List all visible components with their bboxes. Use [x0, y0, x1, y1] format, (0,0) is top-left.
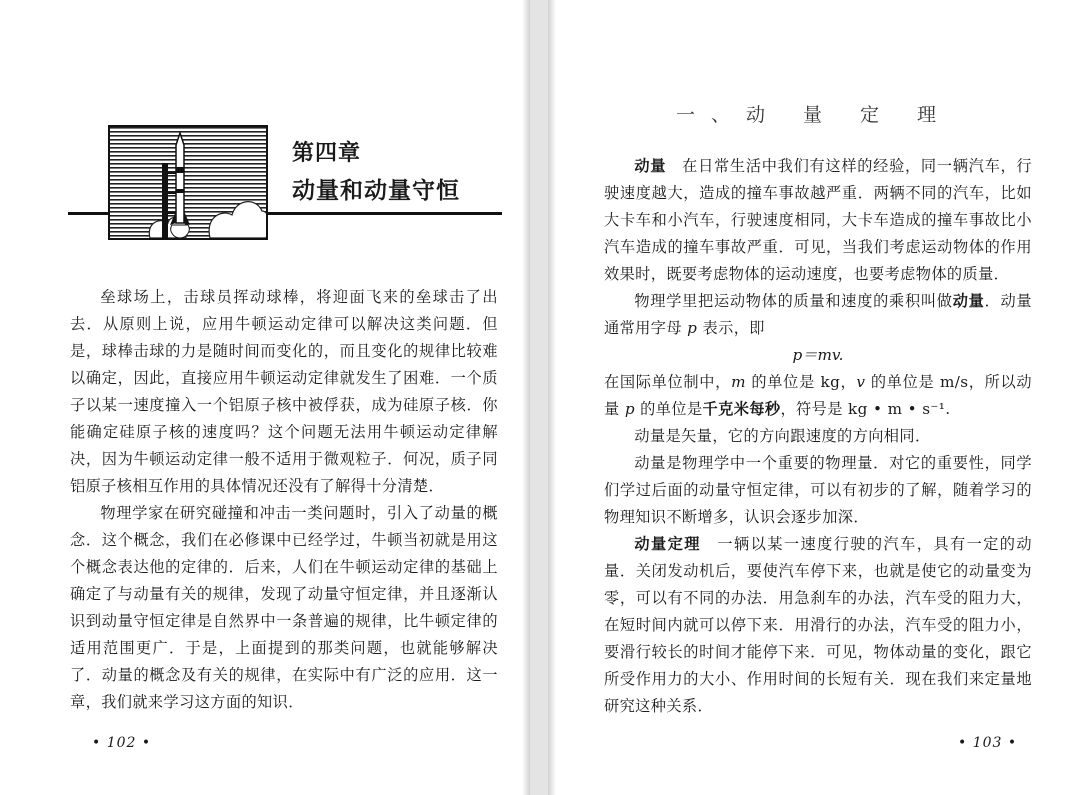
gutter-shadow-left	[522, 0, 530, 795]
paragraph-units: 在国际单位制中，m 的单位是 kg，v 的单位是 m/s，所以动量 p 的单位是千克米每秒，符号是 kg • m • s⁻¹.	[604, 373, 1033, 418]
chapter-illustration	[108, 125, 268, 240]
paragraph: 垒球场上，击球员挥动球棒，将迎面飞来的垒球击了出去．从原则上说，应用牛顿运动定律可以解决这类问题．但是，球棒击球的力是随时间而变化的，而且变化的规律比较难以确定，因此，直接应用牛顿运动定律就发生了困难．一个质子以某一速度撞入一个铝原子核中被俘获，成为硅原子核．你能确定硅原子核的速度吗？这个问题无法用牛顿运动定律解决，因为牛顿运动定律一般不适用于微观粒子．何况，质子同铝原子核相互作用的具体情况还没有了解得十分清楚．	[70, 288, 498, 495]
chapter-title: 动量和动量守恒	[292, 178, 460, 204]
term-momentum: 动量	[634, 157, 667, 175]
paragraph-theorem: 动量定理 一辆以某一速度行驶的汽车，具有一定的动量．关闭发动机后，要使汽车停下来，也就是使它的动量变为零，可以有不同的办法．用急刹车的办法，汽车受的阻力大，在短时间内就可以停下来．用滑行的办法，汽车受的阻力小，要滑行较长的时间才能停下来．可见，物体动量的变化，跟它所受作用力的大小、作用时间的长短有关．现在我们来定量地研究这种关系．	[604, 535, 1032, 715]
right-page-body	[604, 153, 1032, 720]
section-title: 一、动 量 定 理	[675, 104, 953, 126]
page-number-left: • 102 •	[92, 735, 152, 751]
paragraph-definition: 物理学里把运动物体的质量和速度的乘积叫做动量．动量通常用字母 p 表示，即	[604, 292, 1032, 337]
paragraph-importance: 动量是物理学中一个重要的物理量．对它的重要性，同学们学过后面的动量守恒定律，可以有初步的了解，随着学习的物理知识不断增多，认识会逐步加深．	[604, 454, 1032, 526]
rocket-launch-illustration	[110, 127, 266, 238]
momentum-formula: p＝mv.	[792, 346, 844, 364]
term-momentum-definition: 动量	[952, 292, 985, 310]
term-momentum-theorem: 动量定理	[634, 535, 701, 553]
left-page-body	[70, 284, 498, 716]
paragraph-momentum: 动量 在日常生活中我们有这样的经验，同一辆汽车，行驶速度越大，造成的撞车事故越严重．两辆不同的汽车，比如大卡车和小汽车，行驶速度相同，大卡车造成的撞车事故比小汽车造成的撞车事故严重．可见，当我们考虑运动物体的作用效果时，既要考虑物体的运动速度，也要考虑物体的质量．	[604, 157, 1032, 283]
launch-tower	[162, 163, 168, 238]
page-number-right: • 103 •	[958, 735, 1018, 751]
paragraph: 物理学家在研究碰撞和冲击一类问题时，引入了动量的概念．这个概念，我们在必修课中已经学过，牛顿当初就是用这个概念表达他的定律的．后来，人们在牛顿运动定律的基础上确定了与动量有关的规律，发现了动量守恒定律，并且逐渐认识到动量守恒定律是自然界中一条普遍的规律，比牛顿定律的适用范围更广．于是，上面提到的那类问题，也就能够解决了．动量的概念及有关的规律，在实际中有广泛的应用．这一章，我们就来学习这方面的知识．	[70, 504, 498, 711]
chapter-number: 第四章	[292, 141, 362, 166]
term-unit-name: 千克米每秒	[702, 400, 781, 418]
paragraph-vector: 动量是矢量，它的方向跟速度的方向相同．	[634, 427, 931, 445]
rocket	[176, 133, 184, 223]
